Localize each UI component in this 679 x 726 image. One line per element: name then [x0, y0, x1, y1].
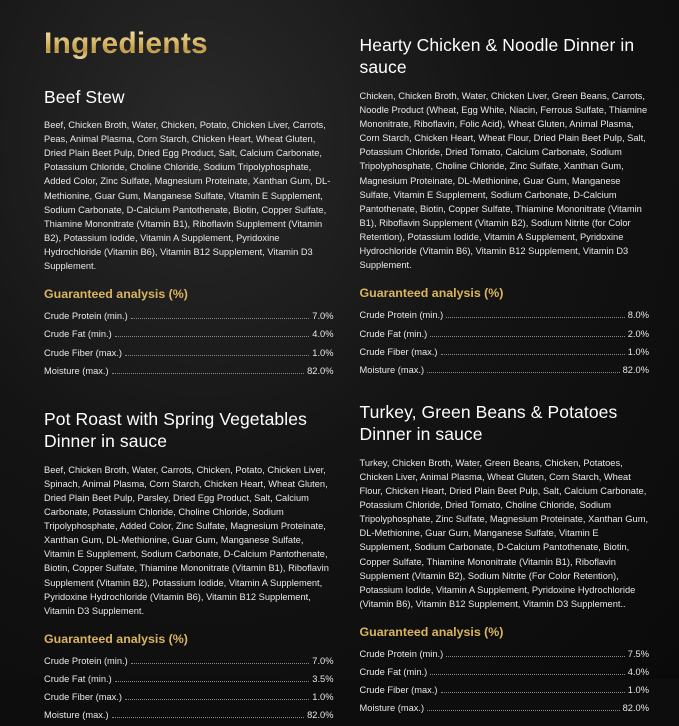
analysis-row [44, 307, 334, 325]
analysis-label: Crude Fiber (max.) [44, 692, 123, 703]
analysis-label: Moisture (max.) [44, 365, 109, 376]
section-spacer [44, 382, 334, 408]
analysis-row [360, 306, 650, 324]
analysis-value: 2.0% [627, 328, 649, 339]
analysis-value: 1.0% [627, 346, 649, 357]
analysis-label: Moisture (max.) [359, 703, 425, 714]
guaranteed-analysis-title: Guaranteed analysis (%) [44, 287, 188, 302]
product-title: Hearty Chicken & Noodle Dinner in sauce [359, 35, 635, 78]
analysis-label: Crude Protein (min.) [359, 310, 444, 321]
analysis-row [360, 343, 650, 361]
analysis-label: Crude Fiber (max.) [359, 685, 438, 696]
guaranteed-analysis-title: Guaranteed analysis (%) [44, 631, 188, 646]
analysis-row [360, 361, 650, 379]
analysis-label: Crude Protein (min.) [359, 649, 444, 660]
analysis-label: Crude Fat (min.) [44, 674, 112, 685]
product-pot-roast [44, 408, 334, 725]
analysis-label: Crude Protein (min.) [44, 655, 128, 666]
product-beef-stew [44, 86, 334, 380]
analysis-row [44, 652, 334, 670]
product-title: Turkey, Green Beans & Potatoes Dinner in sauce [359, 401, 618, 445]
analysis-label: Crude Fat (min.) [44, 329, 112, 340]
analysis-label: Crude Fiber (max.) [359, 346, 438, 357]
analysis-label: Moisture (max.) [359, 364, 425, 375]
leader-dots [115, 336, 310, 337]
product-ingredients: Beef, Chicken Broth, Water, Chicken, Potato, Chicken Liver, Carrots, Peas, Animal Plasma, Corn Starch, Chicken Heart, Wheat Gluten, Dried Plain Beet Pulp, Dried Egg Product, Salt, Calcium Carbonate, Potassium Chloride, Choline Chloride, Sodium Tripolyphosphate, Added Color, Zinc Sulfate, Magnesium Proteinate, Xanthan Gum, DL-Methionine, Guar Gum, Manganese Sulfate, Vitamin E Supplement, Sodium Carbonate, D-Calcium Pantothenate, Biotin, Copper Sulfate, Thiamine Mononitrate (Vitamin B1), Riboflavin Supplement (Vitamin B2), Potassium Iodide, Vitamin A Supplement, Pyridoxine Hydrochloride (Vitamin B6), Vitamin B12 Supplement, Vitamin D3 Supplement. [44, 119, 331, 272]
leader-dots [427, 710, 620, 711]
product-ingredients: Turkey, Chicken Broth, Water, Green Beans, Chicken, Potatoes, Chicken Liver, Animal Plasma, Wheat Gluten, Corn Starch, Wheat Flour, Chicken Heart, Dried Plain Beet Pulp, Salt, Calcium Carbonate, Potassium Chloride, Dried Tomato, Choline Chloride, Sodium Tripolyphosphate, Zinc Sulfate, Magnesium Proteinate, Xanthan Gum, DL-Methionine, Guar Gum, Manganese Sulfate, Vitamin E Supplement, Sodium Carbonate, D-Calcium Pantothenate, Biotin, Copper Sulfate, Thiamine Mononitrate (Vitamin B1), Riboflavin Supplement (Vitamin B2), Sodium Nitrite (For Color Retention), Potassium Iodide, Vitamin A Supplement, Pyridoxine Hydrochloride (Vitamin B6), Vitamin B12 Supplement, Vitamin D3 Supplement.. [359, 457, 649, 609]
leader-dots [427, 372, 620, 373]
analysis-value: 7.0% [312, 311, 334, 322]
analysis-value: 7.0% [312, 655, 334, 666]
analysis-row [44, 344, 334, 362]
analysis-label: Crude Protein (min.) [44, 311, 128, 322]
analysis-value: 82.0% [622, 364, 649, 375]
leader-dots [441, 354, 625, 355]
analysis-row [360, 699, 650, 717]
analysis-label: Crude Fat (min.) [359, 667, 428, 678]
leader-dots [446, 317, 625, 318]
product-title: Beef Stew [44, 86, 125, 107]
leader-dots [430, 336, 625, 337]
leader-dots [131, 663, 310, 664]
leader-dots [125, 355, 309, 356]
leader-dots [446, 656, 625, 657]
analysis-value: 82.0% [307, 365, 334, 376]
leader-dots [115, 681, 310, 682]
product-hearty-chicken-noodle [360, 34, 650, 379]
guaranteed-analysis-title: Guaranteed analysis (%) [359, 625, 504, 640]
analysis-value: 1.0% [312, 347, 334, 358]
analysis-label: Crude Fiber (max.) [44, 347, 123, 358]
analysis-row [44, 362, 334, 380]
analysis-row [360, 663, 650, 681]
analysis-value: 82.0% [307, 710, 334, 721]
analysis-value: 8.0% [627, 310, 649, 321]
section-spacer [360, 381, 650, 401]
page-title: Ingredients [44, 28, 334, 60]
leader-dots [131, 318, 310, 319]
product-turkey-green-beans-potatoes [360, 401, 650, 718]
leader-dots [430, 674, 625, 675]
analysis-row [360, 325, 650, 343]
analysis-value: 4.0% [312, 329, 334, 340]
analysis-value: 4.0% [627, 667, 649, 678]
product-ingredients: Beef, Chicken Broth, Water, Carrots, Chicken, Potato, Chicken Liver, Spinach, Animal Plasma, Corn Starch, Chicken Heart, Wheat Gluten, Dried Plain Beet Pulp, Parsley, Dried Egg Product, Salt, Calcium Carbonate, Potassium Chloride, Choline Chloride, Sodium Tripolyphosphate, Added Color, Zinc Sulfate, Magnesium Proteinate, Xanthan Gum, DL-Methionine, Guar Gum, Manganese Sulfate, Vitamin E Supplement, Sodium Carbonate, D-Calcium Pantothenate, Biotin, Copper Sulfate, Thiamine Mononitrate (Vitamin B1), Riboflavin Supplement (Vitamin B2), Potassium Iodide, Vitamin A Supplement, Pyridoxine Hydrochloride (Vitamin B6), Vitamin B12 Supplement, Vitamin D3 Supplement. [44, 464, 329, 616]
right-column [360, 28, 650, 726]
analysis-value: 3.5% [312, 674, 334, 685]
product-title: Pot Roast with Spring Vegetables Dinner in sauce [44, 408, 307, 452]
leader-dots [441, 692, 625, 693]
left-column [44, 28, 334, 726]
analysis-row [360, 681, 650, 699]
guaranteed-analysis-title: Guaranteed analysis (%) [359, 286, 504, 301]
analysis-value: 82.0% [622, 703, 649, 714]
analysis-row [360, 645, 650, 663]
analysis-row [44, 706, 334, 724]
leader-dots [125, 699, 309, 700]
product-grid [44, 28, 649, 726]
analysis-row [44, 325, 334, 343]
leader-dots [112, 373, 305, 374]
analysis-label: Moisture (max.) [44, 710, 109, 721]
analysis-value: 7.5% [627, 649, 649, 660]
analysis-value: 1.0% [627, 685, 649, 696]
analysis-row [44, 688, 334, 706]
analysis-label: Crude Fat (min.) [359, 328, 428, 339]
leader-dots [112, 717, 305, 718]
analysis-row [44, 670, 334, 688]
product-ingredients: Chicken, Chicken Broth, Water, Chicken Liver, Green Beans, Carrots, Noodle Product (Wheat, Egg White, Niacin, Ferrous Sulfate, Thiamine Mononitrate, Riboflavin, Folic Acid), Wheat Gluten, Animal Plasma, Corn Starch, Chicken Heart, Wheat Flour, Dried Plain Beet Pulp, Salt, Potassium Chloride, Dried Tomato, Calcium Carbonate, Sodium Tripolyphosphate, Choline Chloride, Zinc Sulfate, Xanthan Gum, Magnesium Proteinate, DL-Methionine, Guar Gum, Manganese Sulfate, Vitamin E Supplement, Sodium Carbonate, D-Calcium Pantothenate, Biotin, Copper Sulfate, Thiamine Mononitrate (Vitamin B1), Riboflavin Supplement (Vitamin B2), Sodium Nitrite (for Color Retention), Potassium Iodide, Vitamin A Supplement, Pyridoxine Hydrochloride (Vitamin B6), Vitamin B12 Supplement, Vitamin D3 Supplement. [359, 90, 648, 271]
analysis-value: 1.0% [312, 692, 334, 703]
